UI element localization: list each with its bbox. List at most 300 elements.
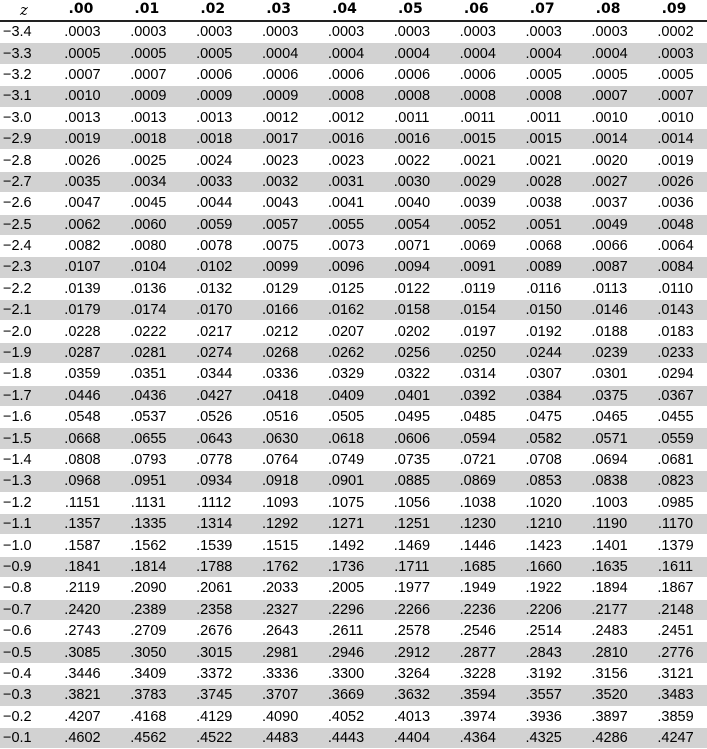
probability-cell: .0212 bbox=[246, 321, 312, 342]
probability-cell: .1894 bbox=[575, 578, 641, 599]
column-header: .06 bbox=[443, 1, 509, 21]
probability-cell: .0008 bbox=[312, 86, 378, 107]
probability-cell: .0040 bbox=[377, 193, 443, 214]
probability-cell: .0016 bbox=[312, 128, 378, 149]
probability-cell: .0054 bbox=[377, 214, 443, 235]
probability-cell: .0455 bbox=[641, 407, 707, 428]
probability-cell: .3085 bbox=[48, 642, 114, 663]
probability-cell: .0047 bbox=[48, 193, 114, 214]
probability-cell: .1379 bbox=[641, 535, 707, 556]
column-header: .04 bbox=[312, 1, 378, 21]
probability-cell: .0869 bbox=[443, 471, 509, 492]
probability-cell: .2546 bbox=[443, 620, 509, 641]
probability-cell: .0158 bbox=[377, 300, 443, 321]
table-row bbox=[0, 342, 707, 363]
probability-cell: .2578 bbox=[377, 620, 443, 641]
probability-cell: .0043 bbox=[246, 193, 312, 214]
probability-cell: .0495 bbox=[377, 407, 443, 428]
probability-cell: .0104 bbox=[114, 257, 180, 278]
probability-cell: .3557 bbox=[509, 685, 575, 706]
probability-cell: .0009 bbox=[246, 86, 312, 107]
probability-cell: .0094 bbox=[377, 257, 443, 278]
probability-cell: .0764 bbox=[246, 449, 312, 470]
probability-cell: .0239 bbox=[575, 342, 641, 363]
probability-cell: .0007 bbox=[114, 64, 180, 85]
z-value-cell: −0.1 bbox=[0, 727, 48, 748]
probability-cell: .3228 bbox=[443, 663, 509, 684]
probability-cell: .0013 bbox=[48, 107, 114, 128]
probability-cell: .0023 bbox=[312, 150, 378, 171]
probability-cell: .3745 bbox=[180, 685, 246, 706]
probability-cell: .1271 bbox=[312, 513, 378, 534]
probability-cell: .3974 bbox=[443, 706, 509, 727]
z-value-cell: −1.5 bbox=[0, 428, 48, 449]
column-header: .01 bbox=[114, 1, 180, 21]
probability-cell: .0125 bbox=[312, 278, 378, 299]
probability-cell: .0823 bbox=[641, 471, 707, 492]
probability-cell: .0003 bbox=[377, 21, 443, 43]
probability-cell: .2843 bbox=[509, 642, 575, 663]
probability-cell: .0301 bbox=[575, 364, 641, 385]
probability-cell: .0015 bbox=[443, 128, 509, 149]
probability-cell: .0022 bbox=[377, 150, 443, 171]
probability-cell: .0375 bbox=[575, 385, 641, 406]
probability-cell: .0344 bbox=[180, 364, 246, 385]
probability-cell: .0146 bbox=[575, 300, 641, 321]
probability-cell: .1611 bbox=[641, 556, 707, 577]
probability-cell: .2119 bbox=[48, 578, 114, 599]
probability-cell: .0021 bbox=[443, 150, 509, 171]
probability-cell: .1562 bbox=[114, 535, 180, 556]
probability-cell: .1492 bbox=[312, 535, 378, 556]
probability-cell: .0006 bbox=[377, 64, 443, 85]
z-value-cell: −2.5 bbox=[0, 214, 48, 235]
probability-cell: .0049 bbox=[575, 214, 641, 235]
probability-cell: .0055 bbox=[312, 214, 378, 235]
probability-cell: .2810 bbox=[575, 642, 641, 663]
table-row bbox=[0, 107, 707, 128]
probability-cell: .0244 bbox=[509, 342, 575, 363]
probability-cell: .0019 bbox=[48, 128, 114, 149]
probability-cell: .0019 bbox=[641, 150, 707, 171]
z-value-cell: −2.0 bbox=[0, 321, 48, 342]
probability-cell: .1314 bbox=[180, 513, 246, 534]
probability-cell: .0217 bbox=[180, 321, 246, 342]
z-value-cell: −2.4 bbox=[0, 235, 48, 256]
probability-cell: .0004 bbox=[509, 43, 575, 64]
table-row bbox=[0, 321, 707, 342]
probability-cell: .1190 bbox=[575, 513, 641, 534]
probability-cell: .0015 bbox=[509, 128, 575, 149]
probability-cell: .1685 bbox=[443, 556, 509, 577]
probability-cell: .0233 bbox=[641, 342, 707, 363]
probability-cell: .2327 bbox=[246, 599, 312, 620]
probability-cell: .0188 bbox=[575, 321, 641, 342]
probability-cell: .0028 bbox=[509, 171, 575, 192]
probability-cell: .2776 bbox=[641, 642, 707, 663]
probability-cell: .0132 bbox=[180, 278, 246, 299]
table-row bbox=[0, 364, 707, 385]
z-value-cell: −2.7 bbox=[0, 171, 48, 192]
probability-cell: .3050 bbox=[114, 642, 180, 663]
column-header: .00 bbox=[48, 1, 114, 21]
probability-cell: .0174 bbox=[114, 300, 180, 321]
probability-cell: .3121 bbox=[641, 663, 707, 684]
probability-cell: .0051 bbox=[509, 214, 575, 235]
probability-cell: .0013 bbox=[180, 107, 246, 128]
probability-cell: .0537 bbox=[114, 407, 180, 428]
probability-cell: .0017 bbox=[246, 128, 312, 149]
probability-cell: .0003 bbox=[114, 21, 180, 43]
probability-cell: .0901 bbox=[312, 471, 378, 492]
probability-cell: .0002 bbox=[641, 21, 707, 43]
probability-cell: .4247 bbox=[641, 727, 707, 748]
probability-cell: .1446 bbox=[443, 535, 509, 556]
probability-cell: .1038 bbox=[443, 492, 509, 513]
probability-cell: .4602 bbox=[48, 727, 114, 748]
probability-cell: .0274 bbox=[180, 342, 246, 363]
column-header: .08 bbox=[575, 1, 641, 21]
probability-cell: .0031 bbox=[312, 171, 378, 192]
probability-cell: .4286 bbox=[575, 727, 641, 748]
probability-cell: .4168 bbox=[114, 706, 180, 727]
probability-cell: .0735 bbox=[377, 449, 443, 470]
probability-cell: .1003 bbox=[575, 492, 641, 513]
probability-cell: .0197 bbox=[443, 321, 509, 342]
probability-cell: .3156 bbox=[575, 663, 641, 684]
table-row bbox=[0, 214, 707, 235]
probability-cell: .1131 bbox=[114, 492, 180, 513]
table-row bbox=[0, 449, 707, 470]
probability-cell: .0465 bbox=[575, 407, 641, 428]
z-column-header: z bbox=[0, 1, 48, 21]
table-row bbox=[0, 471, 707, 492]
probability-cell: .0029 bbox=[443, 171, 509, 192]
probability-cell: .1335 bbox=[114, 513, 180, 534]
probability-cell: .0023 bbox=[246, 150, 312, 171]
probability-cell: .0007 bbox=[575, 86, 641, 107]
probability-cell: .0329 bbox=[312, 364, 378, 385]
z-value-cell: −2.2 bbox=[0, 278, 48, 299]
probability-cell: .0018 bbox=[180, 128, 246, 149]
probability-cell: .1922 bbox=[509, 578, 575, 599]
probability-cell: .0516 bbox=[246, 407, 312, 428]
z-value-cell: −3.3 bbox=[0, 43, 48, 64]
probability-cell: .0559 bbox=[641, 428, 707, 449]
probability-cell: .0526 bbox=[180, 407, 246, 428]
probability-cell: .0262 bbox=[312, 342, 378, 363]
probability-cell: .0005 bbox=[180, 43, 246, 64]
probability-cell: .0052 bbox=[443, 214, 509, 235]
probability-cell: .0048 bbox=[641, 214, 707, 235]
probability-cell: .0179 bbox=[48, 300, 114, 321]
probability-cell: .0183 bbox=[641, 321, 707, 342]
probability-cell: .2005 bbox=[312, 578, 378, 599]
table-row bbox=[0, 43, 707, 64]
table-row bbox=[0, 428, 707, 449]
probability-cell: .2296 bbox=[312, 599, 378, 620]
probability-cell: .0136 bbox=[114, 278, 180, 299]
column-header: .09 bbox=[641, 1, 707, 21]
probability-cell: .0548 bbox=[48, 407, 114, 428]
column-header: .02 bbox=[180, 1, 246, 21]
probability-cell: .3520 bbox=[575, 685, 641, 706]
probability-cell: .0014 bbox=[641, 128, 707, 149]
probability-cell: .1230 bbox=[443, 513, 509, 534]
probability-cell: .1949 bbox=[443, 578, 509, 599]
table-row bbox=[0, 556, 707, 577]
probability-cell: .1867 bbox=[641, 578, 707, 599]
probability-cell: .0367 bbox=[641, 385, 707, 406]
probability-cell: .2266 bbox=[377, 599, 443, 620]
probability-cell: .0014 bbox=[575, 128, 641, 149]
probability-cell: .0062 bbox=[48, 214, 114, 235]
probability-cell: .1151 bbox=[48, 492, 114, 513]
probability-cell: .0384 bbox=[509, 385, 575, 406]
probability-cell: .0003 bbox=[180, 21, 246, 43]
table-row bbox=[0, 663, 707, 684]
probability-cell: .0041 bbox=[312, 193, 378, 214]
probability-cell: .0475 bbox=[509, 407, 575, 428]
probability-cell: .0721 bbox=[443, 449, 509, 470]
probability-cell: .2236 bbox=[443, 599, 509, 620]
probability-cell: .3300 bbox=[312, 663, 378, 684]
z-value-cell: −2.3 bbox=[0, 257, 48, 278]
probability-cell: .3859 bbox=[641, 706, 707, 727]
probability-cell: .0418 bbox=[246, 385, 312, 406]
probability-cell: .0064 bbox=[641, 235, 707, 256]
probability-cell: .0630 bbox=[246, 428, 312, 449]
probability-cell: .1401 bbox=[575, 535, 641, 556]
probability-cell: .0392 bbox=[443, 385, 509, 406]
probability-cell: .4090 bbox=[246, 706, 312, 727]
probability-cell: .2946 bbox=[312, 642, 378, 663]
probability-cell: .0008 bbox=[509, 86, 575, 107]
probability-cell: .0643 bbox=[180, 428, 246, 449]
table-row bbox=[0, 578, 707, 599]
probability-cell: .0011 bbox=[443, 107, 509, 128]
probability-cell: .1075 bbox=[312, 492, 378, 513]
probability-cell: .0026 bbox=[48, 150, 114, 171]
z-value-cell: −1.7 bbox=[0, 385, 48, 406]
probability-cell: .0119 bbox=[443, 278, 509, 299]
probability-cell: .0192 bbox=[509, 321, 575, 342]
z-value-cell: −0.2 bbox=[0, 706, 48, 727]
probability-cell: .0170 bbox=[180, 300, 246, 321]
probability-cell: .0314 bbox=[443, 364, 509, 385]
probability-cell: .0089 bbox=[509, 257, 575, 278]
table-row bbox=[0, 21, 707, 43]
probability-cell: .2148 bbox=[641, 599, 707, 620]
probability-cell: .4483 bbox=[246, 727, 312, 748]
probability-cell: .3594 bbox=[443, 685, 509, 706]
probability-cell: .3936 bbox=[509, 706, 575, 727]
probability-cell: .0708 bbox=[509, 449, 575, 470]
probability-cell: .0618 bbox=[312, 428, 378, 449]
probability-cell: .2061 bbox=[180, 578, 246, 599]
z-value-cell: −0.9 bbox=[0, 556, 48, 577]
probability-cell: .0013 bbox=[114, 107, 180, 128]
probability-cell: .0838 bbox=[575, 471, 641, 492]
probability-cell: .1251 bbox=[377, 513, 443, 534]
probability-cell: .4443 bbox=[312, 727, 378, 748]
probability-cell: .0005 bbox=[575, 64, 641, 85]
probability-cell: .1587 bbox=[48, 535, 114, 556]
z-value-cell: −3.4 bbox=[0, 21, 48, 43]
probability-cell: .0012 bbox=[312, 107, 378, 128]
probability-cell: .0004 bbox=[443, 43, 509, 64]
header-row bbox=[0, 1, 707, 21]
z-value-cell: −0.8 bbox=[0, 578, 48, 599]
probability-cell: .2177 bbox=[575, 599, 641, 620]
probability-cell: .1515 bbox=[246, 535, 312, 556]
probability-cell: .0007 bbox=[48, 64, 114, 85]
probability-cell: .0005 bbox=[641, 64, 707, 85]
probability-cell: .0078 bbox=[180, 235, 246, 256]
probability-cell: .4325 bbox=[509, 727, 575, 748]
z-value-cell: −0.4 bbox=[0, 663, 48, 684]
probability-cell: .0059 bbox=[180, 214, 246, 235]
probability-cell: .1660 bbox=[509, 556, 575, 577]
probability-cell: .2389 bbox=[114, 599, 180, 620]
table-row bbox=[0, 86, 707, 107]
probability-cell: .4013 bbox=[377, 706, 443, 727]
probability-cell: .2611 bbox=[312, 620, 378, 641]
table-row bbox=[0, 513, 707, 534]
probability-cell: .0202 bbox=[377, 321, 443, 342]
probability-cell: .0207 bbox=[312, 321, 378, 342]
probability-cell: .1977 bbox=[377, 578, 443, 599]
probability-cell: .0003 bbox=[312, 21, 378, 43]
probability-cell: .2358 bbox=[180, 599, 246, 620]
probability-cell: .2743 bbox=[48, 620, 114, 641]
probability-cell: .0004 bbox=[377, 43, 443, 64]
probability-cell: .0582 bbox=[509, 428, 575, 449]
probability-cell: .1112 bbox=[180, 492, 246, 513]
probability-cell: .0853 bbox=[509, 471, 575, 492]
probability-cell: .0021 bbox=[509, 150, 575, 171]
probability-cell: .0018 bbox=[114, 128, 180, 149]
table-row bbox=[0, 171, 707, 192]
probability-cell: .0336 bbox=[246, 364, 312, 385]
z-value-cell: −3.1 bbox=[0, 86, 48, 107]
probability-cell: .0008 bbox=[377, 86, 443, 107]
z-value-cell: −0.3 bbox=[0, 685, 48, 706]
probability-cell: .0060 bbox=[114, 214, 180, 235]
probability-cell: .0004 bbox=[312, 43, 378, 64]
probability-cell: .0071 bbox=[377, 235, 443, 256]
table-row bbox=[0, 128, 707, 149]
probability-cell: .2206 bbox=[509, 599, 575, 620]
probability-cell: .0003 bbox=[48, 21, 114, 43]
probability-cell: .0694 bbox=[575, 449, 641, 470]
probability-cell: .0281 bbox=[114, 342, 180, 363]
probability-cell: .0073 bbox=[312, 235, 378, 256]
probability-cell: .0016 bbox=[377, 128, 443, 149]
probability-cell: .0020 bbox=[575, 150, 641, 171]
probability-cell: .0066 bbox=[575, 235, 641, 256]
table-row bbox=[0, 706, 707, 727]
table-row bbox=[0, 620, 707, 641]
z-value-cell: −1.2 bbox=[0, 492, 48, 513]
probability-cell: .0099 bbox=[246, 257, 312, 278]
probability-cell: .1788 bbox=[180, 556, 246, 577]
probability-cell: .0033 bbox=[180, 171, 246, 192]
probability-cell: .3372 bbox=[180, 663, 246, 684]
probability-cell: .1210 bbox=[509, 513, 575, 534]
probability-cell: .0162 bbox=[312, 300, 378, 321]
z-value-cell: −2.1 bbox=[0, 300, 48, 321]
probability-cell: .0003 bbox=[509, 21, 575, 43]
probability-cell: .0154 bbox=[443, 300, 509, 321]
probability-cell: .0038 bbox=[509, 193, 575, 214]
probability-cell: .0034 bbox=[114, 171, 180, 192]
probability-cell: .0985 bbox=[641, 492, 707, 513]
probability-cell: .1423 bbox=[509, 535, 575, 556]
probability-cell: .0116 bbox=[509, 278, 575, 299]
probability-cell: .4522 bbox=[180, 727, 246, 748]
probability-cell: .1711 bbox=[377, 556, 443, 577]
probability-cell: .0003 bbox=[246, 21, 312, 43]
probability-cell: .0228 bbox=[48, 321, 114, 342]
probability-cell: .0110 bbox=[641, 278, 707, 299]
probability-cell: .0006 bbox=[246, 64, 312, 85]
z-value-cell: −0.6 bbox=[0, 620, 48, 641]
column-header: .05 bbox=[377, 1, 443, 21]
probability-cell: .0655 bbox=[114, 428, 180, 449]
probability-cell: .3336 bbox=[246, 663, 312, 684]
probability-cell: .0068 bbox=[509, 235, 575, 256]
z-value-cell: −1.3 bbox=[0, 471, 48, 492]
probability-cell: .0036 bbox=[641, 193, 707, 214]
table-row bbox=[0, 257, 707, 278]
probability-cell: .0107 bbox=[48, 257, 114, 278]
probability-cell: .2483 bbox=[575, 620, 641, 641]
z-value-cell: −1.4 bbox=[0, 449, 48, 470]
probability-cell: .0778 bbox=[180, 449, 246, 470]
probability-cell: .4364 bbox=[443, 727, 509, 748]
probability-cell: .3409 bbox=[114, 663, 180, 684]
table-row bbox=[0, 235, 707, 256]
z-value-cell: −1.9 bbox=[0, 342, 48, 363]
probability-cell: .0606 bbox=[377, 428, 443, 449]
probability-cell: .3669 bbox=[312, 685, 378, 706]
probability-cell: .0010 bbox=[641, 107, 707, 128]
probability-cell: .1736 bbox=[312, 556, 378, 577]
z-value-cell: −2.9 bbox=[0, 128, 48, 149]
table-row bbox=[0, 599, 707, 620]
probability-cell: .0005 bbox=[509, 64, 575, 85]
probability-cell: .0885 bbox=[377, 471, 443, 492]
probability-cell: .2514 bbox=[509, 620, 575, 641]
probability-cell: .2451 bbox=[641, 620, 707, 641]
probability-cell: .0082 bbox=[48, 235, 114, 256]
table-row bbox=[0, 535, 707, 556]
table-row bbox=[0, 150, 707, 171]
probability-cell: .0222 bbox=[114, 321, 180, 342]
table-row bbox=[0, 492, 707, 513]
probability-cell: .2981 bbox=[246, 642, 312, 663]
probability-cell: .1020 bbox=[509, 492, 575, 513]
probability-cell: .1469 bbox=[377, 535, 443, 556]
probability-cell: .0004 bbox=[246, 43, 312, 64]
probability-cell: .0951 bbox=[114, 471, 180, 492]
probability-cell: .0039 bbox=[443, 193, 509, 214]
probability-cell: .4207 bbox=[48, 706, 114, 727]
probability-cell: .0008 bbox=[443, 86, 509, 107]
probability-cell: .0096 bbox=[312, 257, 378, 278]
probability-cell: .0256 bbox=[377, 342, 443, 363]
